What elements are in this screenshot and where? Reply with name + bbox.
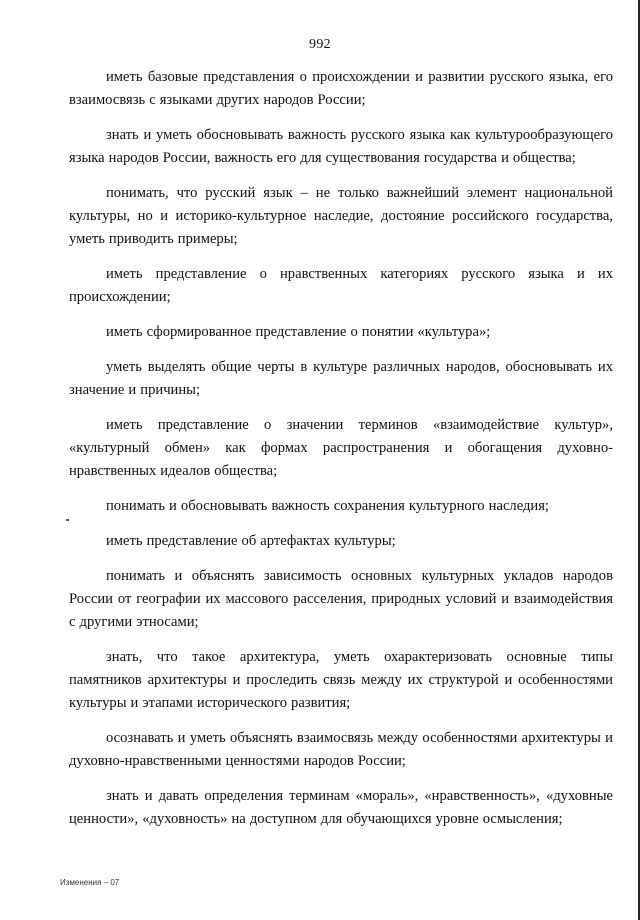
scan-speck — [66, 519, 69, 521]
document-body — [69, 66, 613, 843]
paragraph: иметь базовые представления о происхождении и развитии русского языка, его взаимосвязь с языками других народов России; — [69, 69, 613, 108]
paragraph: понимать и объяснять зависимость основных культурных укладов народов России от географии их массового расселения, природных условий и взаимодействия с другими этносами; — [69, 568, 613, 630]
paragraph: понимать и обосновывать важность сохранения культурного наследия; — [106, 498, 549, 514]
paragraph: знать, что такое архитектура, уметь охарактеризовать основные типы памятников архитектуры и проследить связь между их структурой и особенностями культуры и этапами исторического развития; — [69, 649, 613, 711]
paragraph: знать и уметь обосновывать важность русского языка как культурообразующего языка народов России, важность его для существования государства и общества; — [69, 127, 613, 166]
paragraph: иметь представление о нравственных категориях русского языка и их происхождении; — [69, 266, 613, 305]
paragraph: знать и давать определения терминам «мораль», «нравственность», «духовные ценности», «духовность» на доступном для обучающихся уровне осмысления; — [69, 788, 613, 827]
paragraph: понимать, что русский язык – не только важнейший элемент национальной культуры, но и историко-культурное наследие, достояние российского государства, уметь приводить примеры; — [69, 185, 613, 247]
paragraph: уметь выделять общие черты в культуре различных народов, обосновывать их значение и причины; — [69, 359, 613, 398]
paragraph: иметь представление о значении терминов «взаимодействие культур», «культурный обмен» как формах распространения и обогащения духовно-нравственных идеалов общества; — [69, 417, 613, 479]
page-footer: Изменения – 07 — [60, 878, 120, 887]
paragraph: иметь представление об артефактах культуры; — [106, 533, 396, 549]
paragraph: иметь сформированное представление о понятии «культура»; — [106, 324, 491, 340]
paragraph: осознавать и уметь объяснять взаимосвязь между особенностями архитектуры и духовно-нравственными ценностями народов России; — [69, 730, 613, 769]
page-number: 992 — [309, 37, 331, 52]
